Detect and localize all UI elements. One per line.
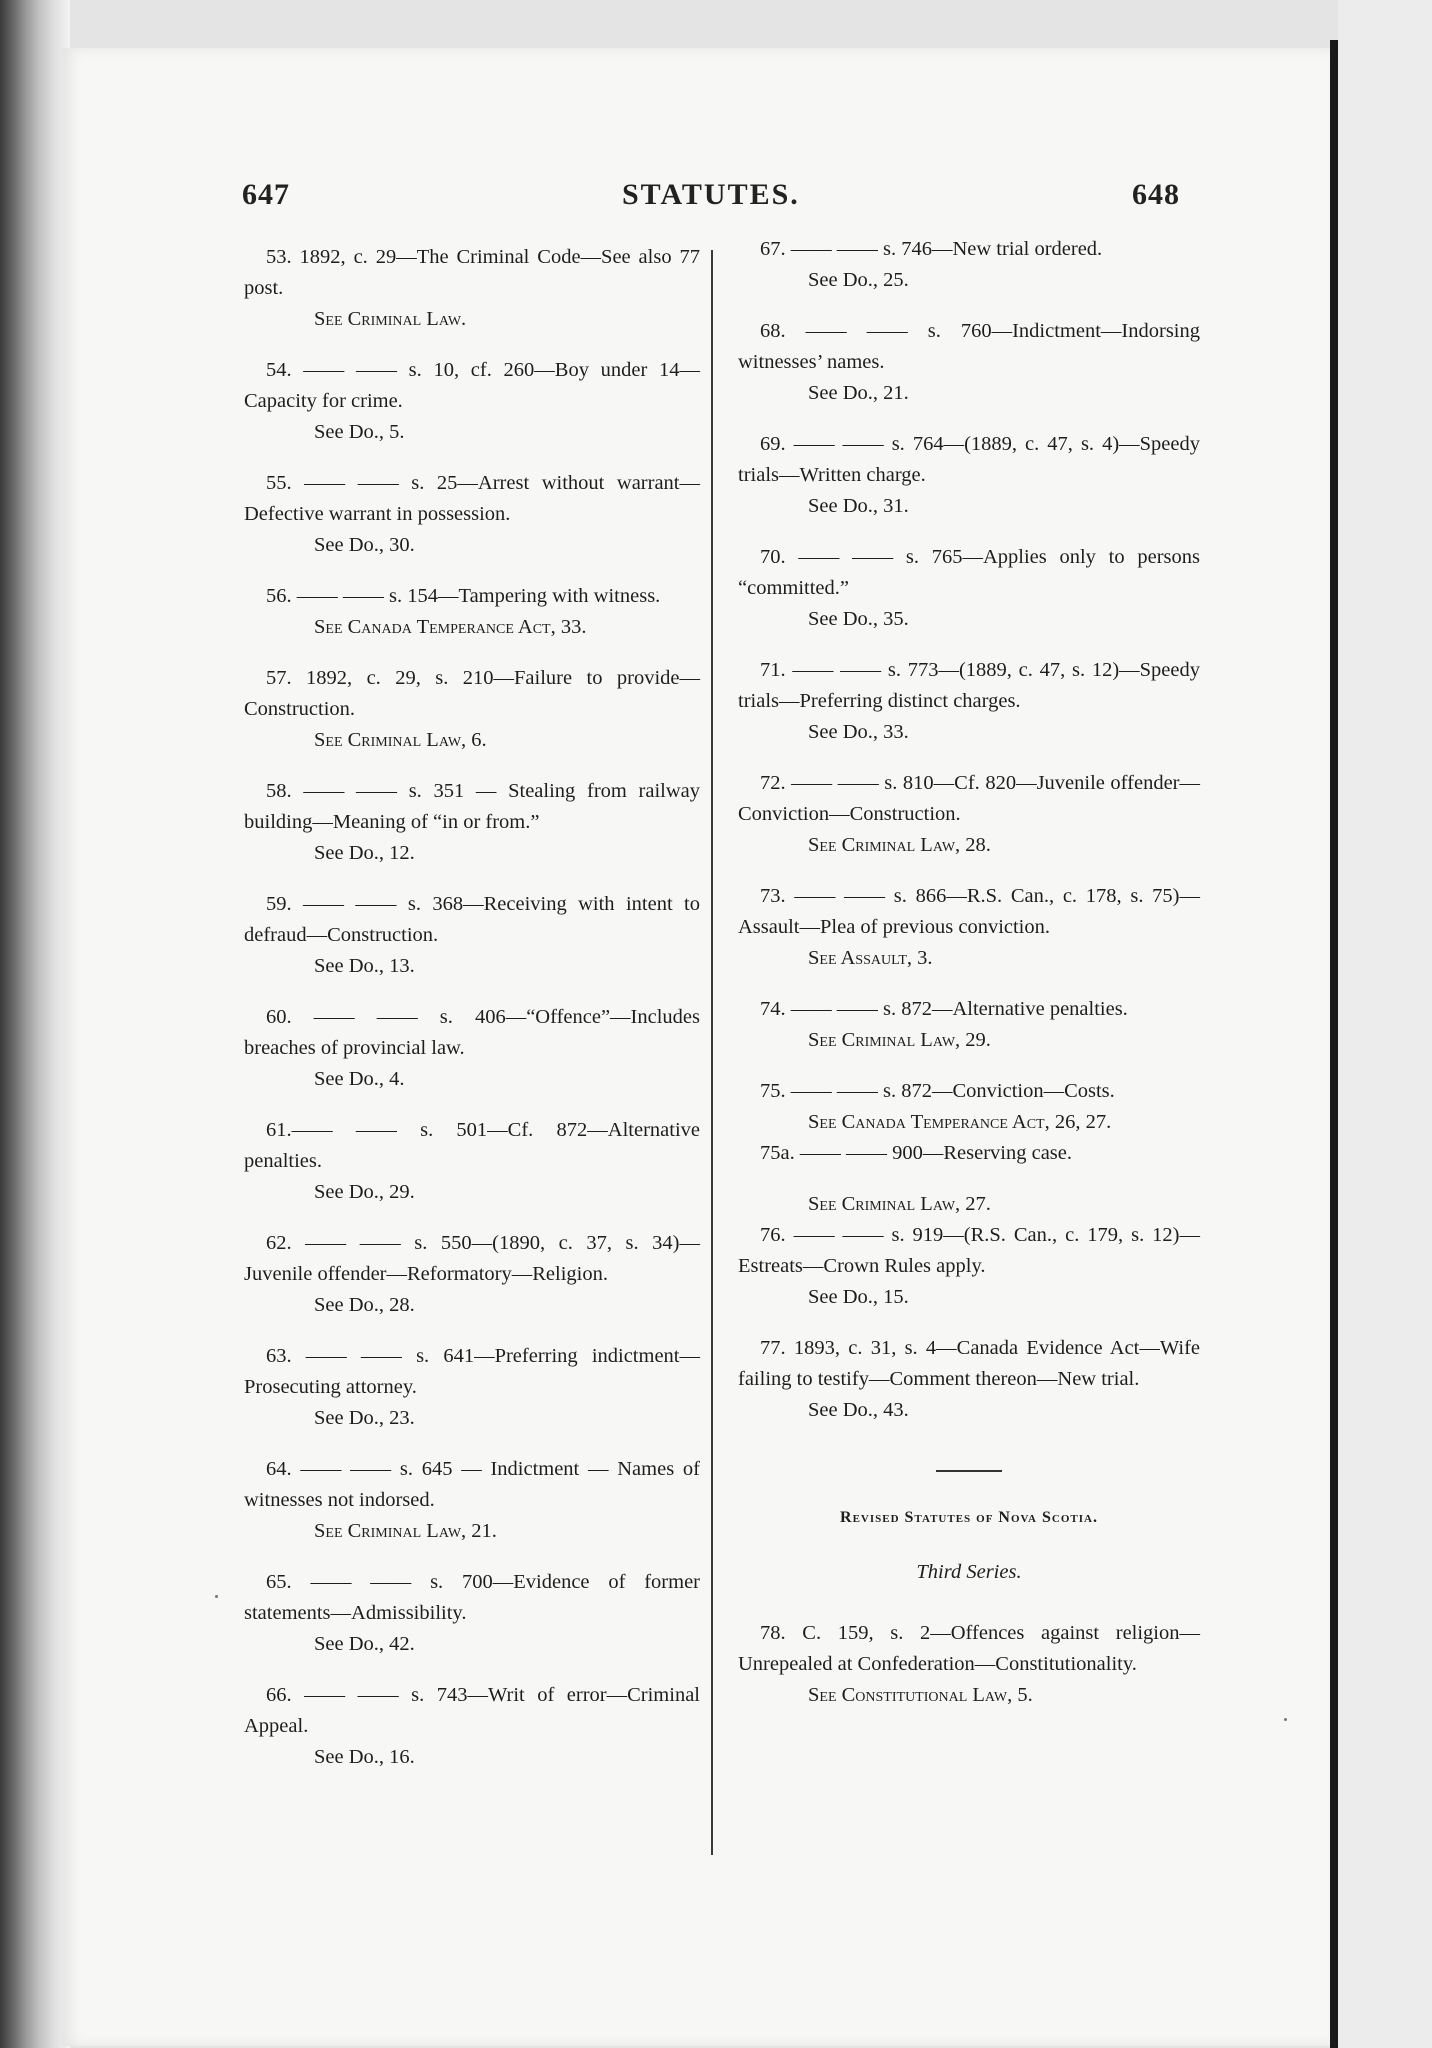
section-separator: [936, 1470, 1002, 1472]
statute-entry: [244, 1341, 700, 1434]
cross-reference: See Do., 5.: [314, 421, 405, 443]
running-head: STATUTES.: [622, 178, 800, 211]
statute-entry: [244, 776, 700, 869]
cross-reference: See Do., 42.: [314, 1633, 415, 1655]
statute-entry: [738, 994, 1200, 1056]
entry-text: 54. —— —— s. 10, cf. 260—Boy under 14—Capacity for crime.: [244, 359, 700, 412]
entry-text: 70. —— —— s. 765—Applies only to persons “committed.”: [738, 546, 1200, 599]
right-column: [738, 234, 1200, 1731]
cross-reference: See Canada Temperance Act, 26, 27.: [808, 1111, 1112, 1133]
entry-text: 59. —— —— s. 368—Receiving with intent to defraud—Construction.: [244, 893, 700, 946]
cross-reference: See Criminal Law, 27.: [808, 1193, 991, 1215]
page-edge: [1330, 40, 1338, 2048]
statute-entry: [244, 663, 700, 756]
cross-reference: See Do., 16.: [314, 1746, 415, 1768]
entry-text: 55. —— —— s. 25—Arrest without warrant—Defective warrant in possession.: [244, 472, 700, 525]
entry-text: 75a. —— —— 900—Reserving case.: [760, 1142, 1072, 1164]
statute-entry: [738, 881, 1200, 974]
statute-entry: [244, 355, 700, 448]
entry-text: 63. —— —— s. 641—Preferring indictment—Prosecuting attorney.: [244, 1345, 700, 1398]
cross-reference: See Do., 13.: [314, 955, 415, 977]
series-subheading: Third Series.: [916, 1561, 1022, 1583]
entry-text: 53. 1892, c. 29—The Criminal Code—See also 77 post.: [244, 246, 700, 299]
entry-text: 71. —— —— s. 773—(1889, c. 47, s. 12)—Speedy trials—Preferring distinct charges.: [738, 659, 1200, 712]
statute-entry: [244, 1454, 700, 1547]
entry-text: 74. —— —— s. 872—Alternative penalties.: [760, 998, 1128, 1020]
entry-text: 75. —— —— s. 872—Conviction—Costs.: [760, 1080, 1115, 1102]
cross-reference: See Canada Temperance Act, 33.: [314, 616, 587, 638]
entry-text: 56. —— —— s. 154—Tampering with witness.: [266, 585, 661, 607]
cross-reference: See Criminal Law, 29.: [808, 1029, 991, 1051]
entry-text: 76. —— —— s. 919—(R.S. Can., c. 179, s. 12)—Estreats—Crown Rules apply.: [738, 1224, 1200, 1277]
cross-reference: See Do., 25.: [808, 269, 909, 291]
cross-reference: See Do., 12.: [314, 842, 415, 864]
statute-entry: [738, 655, 1200, 748]
statute-entry: [738, 1220, 1200, 1313]
cross-reference: See Constitutional Law, 5.: [808, 1684, 1033, 1706]
statute-entry: [244, 581, 700, 643]
statute-entry: [738, 542, 1200, 635]
statute-entry: [244, 1567, 700, 1660]
cross-reference: See Do., 21.: [808, 382, 909, 404]
cross-reference: See Criminal Law.: [314, 308, 467, 330]
statute-entry: [738, 316, 1200, 409]
page-number-right: 648: [1132, 178, 1180, 211]
cross-reference: See Criminal Law, 21.: [314, 1520, 497, 1542]
cross-reference: See Do., 15.: [808, 1286, 909, 1308]
section-heading: Revised Statutes of Nova Scotia.: [840, 1509, 1098, 1526]
statute-entry: [244, 1115, 700, 1208]
cross-reference: See Criminal Law, 28.: [808, 834, 991, 856]
entry-text: 61.—— —— s. 501—Cf. 872—Alternative penalties.: [244, 1119, 700, 1172]
cross-reference: See Do., 30.: [314, 534, 415, 556]
statute-entry: [738, 429, 1200, 522]
entry-text: 67. —— —— s. 746—New trial ordered.: [760, 238, 1103, 260]
cross-reference: See Do., 43.: [808, 1399, 909, 1421]
statute-entry: [244, 1680, 700, 1773]
scan-speck: [1284, 1718, 1287, 1721]
column-divider: [711, 250, 713, 1855]
statute-entry: [244, 468, 700, 561]
entry-text: 60. —— —— s. 406—“Offence”—Includes breaches of provincial law.: [244, 1006, 700, 1059]
entry-text: 57. 1892, c. 29, s. 210—Failure to provide—Construction.: [244, 667, 700, 720]
entry-text: 69. —— —— s. 764—(1889, c. 47, s. 4)—Speedy trials—Written charge.: [738, 433, 1200, 486]
entry-text: 58. —— —— s. 351 — Stealing from railway building—Meaning of “in or from.”: [244, 780, 700, 833]
entry-text: 73. —— —— s. 866—R.S. Can., c. 178, s. 75)—Assault—Plea of previous conviction.: [738, 885, 1200, 938]
cross-reference: See Do., 35.: [808, 608, 909, 630]
page-number-left: 647: [242, 178, 290, 211]
entry-text: 62. —— —— s. 550—(1890, c. 37, s. 34)—Juvenile offender—Reformatory—Religion.: [244, 1232, 700, 1285]
entry-text: 66. —— —— s. 743—Writ of error—Criminal Appeal.: [244, 1684, 700, 1737]
book-spine-shadow: [0, 0, 70, 2048]
statute-entry: [738, 768, 1200, 861]
cross-reference: See Criminal Law, 6.: [314, 729, 487, 751]
entry-text: 77. 1893, c. 31, s. 4—Canada Evidence Act—Wife failing to testify—Comment thereon—New trial.: [738, 1337, 1200, 1390]
entry-text: 64. —— —— s. 645 — Indictment — Names of witnesses not indorsed.: [244, 1458, 700, 1511]
statute-entry: [738, 1076, 1200, 1138]
entry-text: 65. —— —— s. 700—Evidence of former statements—Admissibility.: [244, 1571, 700, 1624]
statute-entry: [244, 1002, 700, 1095]
left-column: [244, 242, 700, 1793]
statute-entry: [738, 1138, 1200, 1220]
entry-text: 68. —— —— s. 760—Indictment—Indorsing witnesses’ names.: [738, 320, 1200, 373]
entry-text: 72. —— —— s. 810—Cf. 820—Juvenile offender—Conviction—Construction.: [738, 772, 1200, 825]
cross-reference: See Do., 28.: [314, 1294, 415, 1316]
adjacent-page: [1338, 0, 1432, 2048]
statute-entry: [244, 1228, 700, 1321]
statute-entry: [738, 1618, 1200, 1711]
cross-reference: See Do., 31.: [808, 495, 909, 517]
cross-reference: See Do., 29.: [314, 1181, 415, 1203]
statute-entry: [738, 1333, 1200, 1426]
cross-reference: See Do., 33.: [808, 721, 909, 743]
blank-space: [738, 1169, 1200, 1189]
entry-text: 78. C. 159, s. 2—Offences against religion—Unrepealed at Confederation—Constitutionality.: [738, 1622, 1200, 1675]
statute-entry: [738, 234, 1200, 296]
cross-reference: See Do., 23.: [314, 1407, 415, 1429]
statute-entry: [244, 242, 700, 335]
statute-entry: [244, 889, 700, 982]
scan-speck: [215, 1595, 218, 1598]
cross-reference: See Do., 4.: [314, 1068, 405, 1090]
cross-reference: See Assault, 3.: [808, 947, 933, 969]
